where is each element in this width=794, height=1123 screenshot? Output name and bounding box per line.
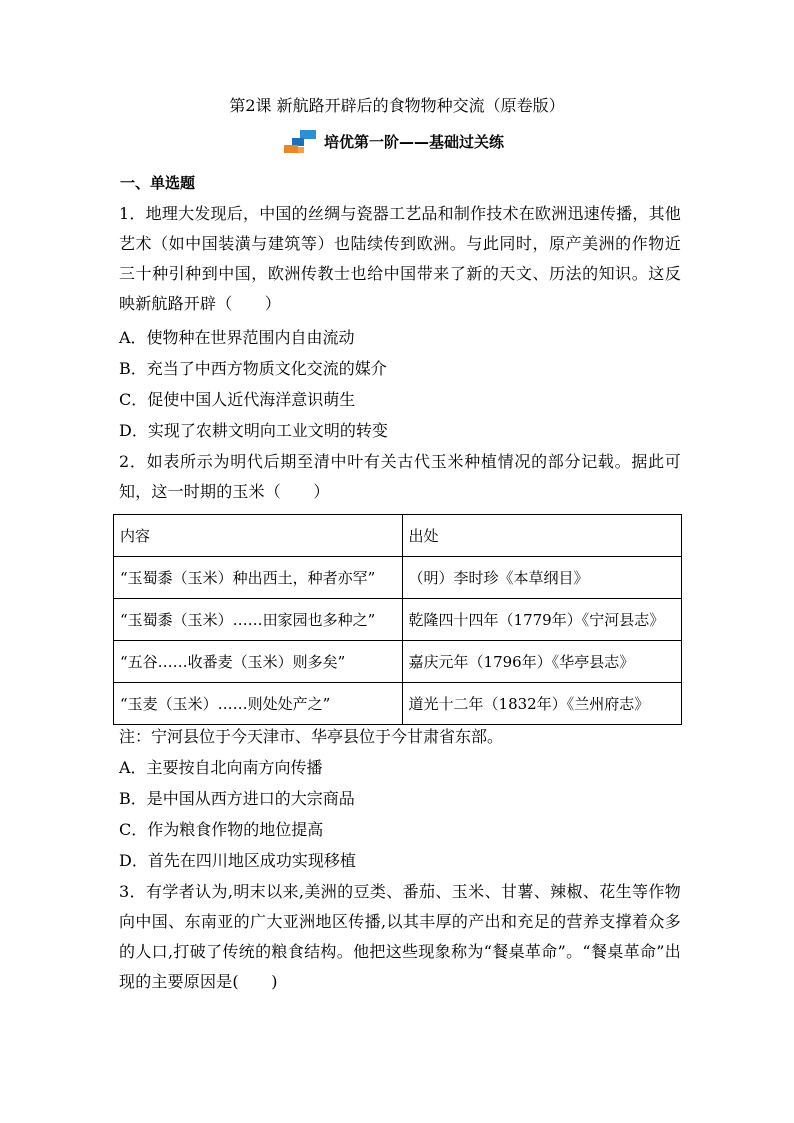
question-1-option-a: A．使物种在世界范围内自由流动 xyxy=(119,328,355,347)
level-banner xyxy=(284,128,504,154)
table-cell: 嘉庆元年（1796年）《华亭县志》 xyxy=(402,641,681,683)
question-2-note: 注：宁河县位于今天津市、华亭县位于今甘肃省东部。 xyxy=(119,727,504,746)
question-1-option-d: D．实现了农耕文明向工业文明的转变 xyxy=(119,421,388,440)
table-row xyxy=(114,599,682,641)
table-header-source: 出处 xyxy=(402,515,681,557)
section-heading: 一、单选题 xyxy=(120,174,196,192)
question-2-option-c: C．作为粮食作物的地位提高 xyxy=(119,820,324,839)
question-1-stem: 1．地理大发现后，中国的丝绸与瓷器工艺品和制作技术在欧洲迅速传播，其他艺术（如中国装潢与建筑等）也陆续传到欧洲。与此同时，原产美洲的作物近三十种引种到中国，欧洲传教士也给中国带来了新的天文、历法的知识。这反映新航路开辟（ ） xyxy=(119,204,681,313)
table-cell: （明）李时珍《本草纲目》 xyxy=(402,557,681,599)
banner-text: 培优第一阶——基础过关练 xyxy=(324,132,505,151)
document-title: 第2课 新航路开辟后的食物物种交流（原卷版） xyxy=(229,96,565,115)
table-cell: 乾隆四十四年（1779年）《宁河县志》 xyxy=(402,599,681,641)
question-1-option-b: B．充当了中西方物质文化交流的媒介 xyxy=(119,359,387,378)
table-header-row xyxy=(114,515,682,557)
table-row xyxy=(114,641,682,683)
table-cell: “玉蜀黍（玉米）种出西土，种者亦罕” xyxy=(114,557,403,599)
table-row xyxy=(114,683,682,725)
question-1-option-c: C．促使中国人近代海洋意识萌生 xyxy=(119,390,356,409)
table-header-content: 内容 xyxy=(114,515,403,557)
stairs-logo-icon xyxy=(284,128,320,154)
question-2-option-a: A．主要按自北向南方向传播 xyxy=(119,758,323,777)
question-2-stem: 2．如表所示为明代后期至清中叶有关古代玉米种植情况的部分记载。据此可知，这一时期的玉米（ ） xyxy=(119,452,681,501)
question-3-stem: 3．有学者认为,明末以来,美洲的豆类、番茄、玉米、甘薯、辣椒、花生等作物向中国、东南亚的广大亚洲地区传播,以其丰厚的产出和充足的营养支撑着众多的人口,打破了传统的粮食结构。他把这些现象称为“餐桌革命”。“餐桌革命”出现的主要原因是( ) xyxy=(119,882,681,991)
table-row xyxy=(114,557,682,599)
table-cell: “玉蜀黍（玉米）……田家园也多种之” xyxy=(114,599,403,641)
table-cell: 道光十二年（1832年）《兰州府志》 xyxy=(402,683,681,725)
table-cell: “玉麦（玉米）……则处处产之” xyxy=(114,683,403,725)
question-2-option-d: D．首先在四川地区成功实现移植 xyxy=(119,851,356,870)
table-cell: “五谷……收番麦（玉米）则多矣” xyxy=(114,641,403,683)
maize-records-table xyxy=(113,514,682,725)
question-2-option-b: B．是中国从西方进口的大宗商品 xyxy=(119,789,355,808)
